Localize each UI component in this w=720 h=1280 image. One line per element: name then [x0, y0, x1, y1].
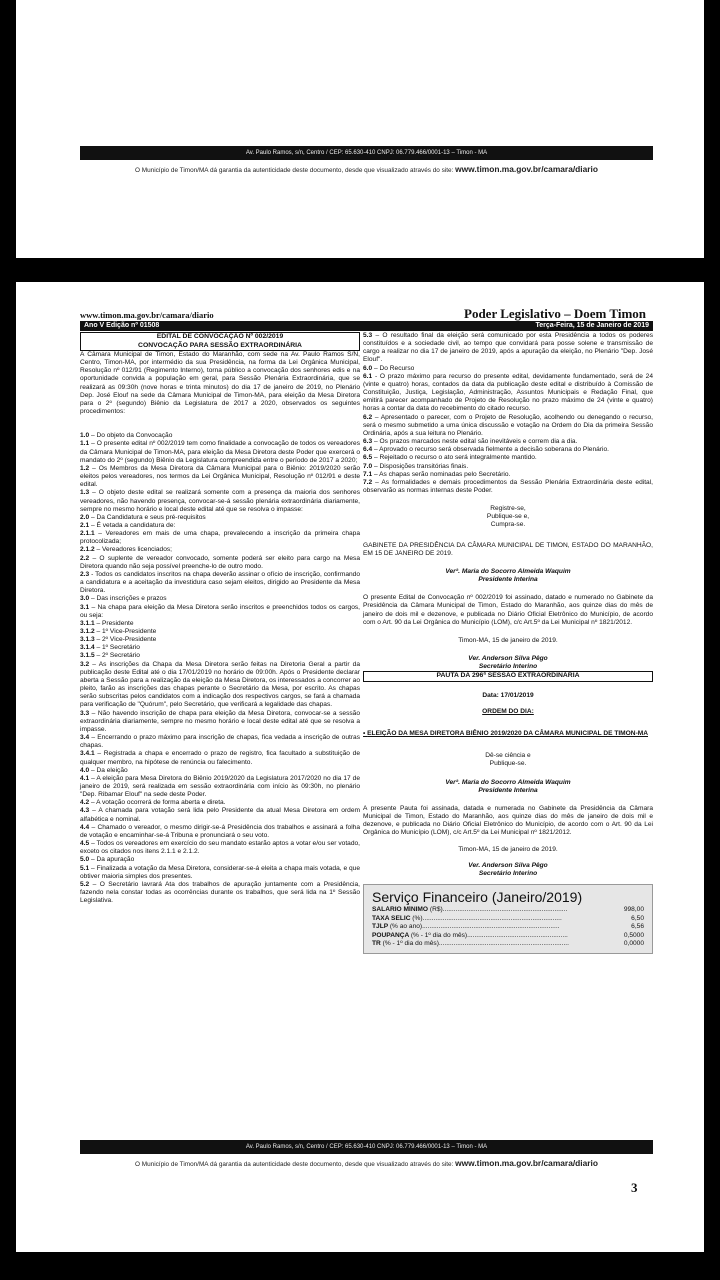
edital-item: 1.2 – Os Membros da Mesa Diretora da Câmara Municipal para o Biênio: 2019/2020 serão eleitos pelos vereadores, nos termos da Lei Orgânica Municipal, Resolução nº 012/91 e deste edital. — [80, 464, 360, 489]
financial-row-value: 0,0000 — [623, 940, 644, 948]
signature-4-name: Ver. Anderson Silva Pêgo — [468, 861, 548, 869]
edital-item: 6.4 – Aprovado o recurso será observada fielmente a decisão soberana do Plenário. — [363, 446, 609, 454]
edital-item: 5.1 – Finalizada a votação da Mesa Diretora, considerar-se-á eleita a chapa mais votada, e que obtiver maioria simples dos presentes. — [80, 864, 360, 880]
edital-title-box — [80, 332, 360, 351]
edital-item: 1.1 – O presente edital nº 002/2019 tem como finalidade a convocação de todos os vereadores da Câmara Municipal de Timon-MA, para eleição da Mesa Diretora deste Poder que exercerá o mandato do 2º (segundo) Biênio da Legislatura compreendida entre o período de 2017 a 2020; — [80, 440, 360, 464]
signature-2-name: Ver. Anderson Silva Pêgo — [468, 655, 548, 662]
financial-row — [372, 915, 644, 924]
financial-row-value: 6,50 — [631, 914, 644, 922]
edital-item: 4.5 – Todos os vereadores em exercício do seu mandato estarão aptos a votar e/ou ser votado, exceto os citados nos itens 2.1.1 e 2.1.2. — [80, 840, 360, 856]
ciencia-line: Dê-se ciência e — [485, 752, 531, 760]
signature-1-role: Presidente Interina — [478, 576, 538, 584]
place-date-2: Timon-MA, 15 de janeiro de 2019. — [458, 845, 558, 853]
edital-item: 1.0 – Do objeto da Convocação — [80, 432, 173, 440]
edital-item: 3.1.4 – 1º Secretário — [80, 644, 140, 652]
edital-item: 6.3 – Os prazos marcados neste edital são inevitáveis e correm dia a dia. — [363, 438, 578, 446]
left-column — [80, 332, 360, 905]
pauta-signed-paragraph: A presente Pauta foi assinada, datada e numerada no Gabinete da Presidência da Câmara Municipal de Timon, Estado do Maranhão, aos quinze dias do mês de janeiro de dois mil e dezenove, e publicada no Diário Oficial Eletrônico do Município, de acordo com o Art. 90 da Lei Orgânica do Município (LOM), c/c Art.5º da Lei Municipal nº 1821/2012. — [363, 804, 653, 837]
bottom-footer-address: Av. Paulo Ramos, s/n, Centro / CEP: 65.630-410 CNPJ: 06.779.466/0001-13 – Timon - MA — [80, 1140, 653, 1154]
financial-row — [372, 940, 644, 949]
edition-date: Terça-Feira, 15 de Janeiro de 2019 — [535, 322, 649, 329]
publique-line-2: Publique-se. — [489, 760, 527, 768]
financial-services-title: Serviço Financeiro (Janeiro/2019) — [372, 889, 583, 905]
edital-item: 6.5 – Rejeitado o recurso o ato será integralmente mantido. — [363, 454, 537, 462]
edital-item: 4.4 – Chamado o vereador, o mesmo dirigir-se-á Presidência dos trabalhos e assinará a folha de votação e encaminhar-se-á Tribuna e pronunciará o seu voto. — [80, 823, 360, 839]
right-column — [363, 332, 653, 954]
edital-item: 5.0 – Da apuração — [80, 856, 135, 864]
edital-item: 2.3 - Todos os candidatos inscritos na chapa deverão assinar o ofício de inscrição, confirmando a candidatura e a aceitação da investidura caso sejam eleitos, dirigido ao Presidente da Mesa Diretora. — [80, 570, 360, 595]
newspaper-page — [16, 282, 704, 1252]
pauta-date: Data: 17/01/2019 — [482, 691, 534, 699]
edital-item: 3.2 – As inscrições da Chapa da Mesa Diretora serão feitas na Diretoria Geral a partir da publicação deste Edital até o dia 17/01/2019 no horário de 09:00h. Após o Presidente declarar aberta a Sessão para a realização da eleição da Mesa Diretora, os interessados a concorrer ao pleito, farão as inscrições das chapas perante o Secretário da Mesa, por escrito. As chapas serão subscritas pelos candidatos com a indicação dos respectivos cargos, se fará a chamada para verificação de "Quórum", pelo Secretário, que verificará a legalidade das chapas. — [80, 660, 360, 709]
edital-subtitle: CONVOCAÇÃO PARA SESSÃO EXTRAORDINÁRIA — [138, 341, 302, 349]
edital-item: 6.0 – Do Recurso — [363, 364, 415, 372]
financial-row-label: TAXA SELIC (%)............................................................................ — [372, 914, 562, 922]
bottom-footer-note-text: O Município de Timon/MA dá garantia da autenticidade deste documento, desde que visualizado através do site: — [135, 1161, 454, 1168]
edital-item: 3.1.2 – 1º Vice-Presidente — [80, 628, 157, 635]
financial-row — [372, 932, 644, 941]
registre-line: Registre-se, — [490, 505, 526, 513]
header-url[interactable]: www.timon.ma.gov.br/camara/diario — [80, 310, 214, 320]
edital-item: 4.0 – Da eleição — [80, 766, 128, 774]
edital-item: 2.1.2 – Vereadores licenciados; — [80, 546, 173, 554]
edital-item: 5.2 – O Secretário lavrará Ata dos trabalhos de apuração juntamente com a Presidência, fazendo nela constar todas as ocorrências durante os trabalhos, que será lida na 1º Sessão Legislativa. — [80, 880, 360, 905]
edital-intro: A Câmara Municipal de Timon, Estado do Maranhão, com sede na Av. Paulo Ramos S/N, Centro, Timon-MA, por intermédio da sua Presidência, na forma da Lei Orgânica Municipal, Resolução nº 012/91 (Regimento Interno), torna público a convocação dos senhores edis e na oportunidade convida a população em geral, para Sessão Plenária Extraordinária, que se realizará as 09:30h (nove horas e trinta minutos) do dia 17 de janeiro de 2019, no Plenário Dep. José Elouf na sede da Câmara Municipal de Timon-MA, para eleição da Mesa Diretora para o 2º (segundo) Biênio da Legislatura de 2017 a 2020, observados os seguintes procedimentos: — [80, 351, 360, 416]
signature-2-role: Secretário Interino — [478, 663, 538, 671]
edital-item: 3.1.3 – 2º Vice-Presidente — [80, 636, 157, 644]
edital-items-continued — [363, 332, 653, 495]
edital-item: 3.1.5 – 2º Secretário — [80, 652, 140, 660]
edital-item: 4.3 – A chamada para votação será lida pelo Presidente da atual Mesa Diretora em ordem alfabética e nominal. — [80, 807, 360, 823]
edital-item: 4.2 – A votação ocorrerá de forma aberta e direta. — [80, 799, 226, 807]
financial-row-value: 0,5000 — [623, 931, 644, 939]
ordem-do-dia-item: • ELEIÇÃO DA MESA DIRETORA BIÊNIO 2019/2020 DA CÂMARA MUNICIPAL DE TIMON-MA — [363, 730, 649, 738]
edital-item: 3.4 – Encerrando o prazo máximo para inscrição de chapas, fica vedada a inscrição de outras chapas. — [80, 734, 360, 750]
edital-item: 5.3 – O resultado final da eleição será comunicado por esta Presidência a todos os poderes constituídos e a sociedade civil, ao tempo que convidará para posse solene e transmissão de cargo a realizar no dia 17 de janeiro de 2019, após a apuração da eleição, no Plenário "Dep. José Elouf". — [363, 332, 653, 364]
financial-rows — [372, 906, 644, 949]
financial-row-label: TR (% - 1º dia do mês)....................................................................... — [372, 940, 569, 948]
financial-row-label: SALÁRIO MÍNIMO (R$).................................................................... — [372, 906, 568, 913]
signature-3-role: Presidente Interina — [478, 786, 538, 794]
financial-row — [372, 906, 644, 915]
edital-item: 6.2 – Apresentado o parecer, com o Projeto de Resolução, acolhendo ou denegando o recurso, será o mesmo submetido a uma única discussão e votação na Ordem do Dia da primeira Sessão Ordinária, após a sua leitura no Plenário. — [363, 413, 653, 437]
financial-services-box — [363, 884, 653, 954]
edital-item: 3.0 – Das inscrições e prazos — [80, 595, 167, 603]
edital-item: 2.1.1 – Vereadores em mais de uma chapa, prevalecendo a inscrição da primeira chapa protocolizada; — [80, 530, 360, 546]
edition-number: Ano V Edição nº 01508 — [84, 322, 160, 329]
edital-item: 3.1 – Na chapa para eleição da Mesa Diretora serão inscritos e preenchidos todos os cargos, ou seja: — [80, 603, 360, 619]
financial-row-value: 998,00 — [623, 906, 644, 913]
page-number: 3 — [631, 1180, 638, 1195]
edital-item: 1.3 – O objeto deste edital se realizará somente com a presença da maioria dos senhores vereadores, não havendo presença, convocar-se-á sessão plenária extraordinária diariamente, sempre no mesmo horário e local deste edital até que se resolva o impasse: — [80, 489, 360, 513]
cumpra-line: Cumpra-se. — [490, 521, 526, 529]
signature-1-name: Verª. Maria do Socorro Almeida Waquim — [445, 567, 571, 575]
header-edition-bar — [80, 321, 653, 331]
previous-page-fragment — [16, 0, 704, 258]
pauta-title: PAUTA DA 296ª SESSÃO EXTRAORDINÁRIA — [363, 671, 653, 682]
edital-item: 7.0 – Disposições transitórias finais. — [363, 462, 469, 470]
edital-item: 7.1 – As chapas serão nominadas pelo Secretário. — [363, 470, 511, 478]
top-footer-address: Av. Paulo Ramos, s/n, Centro / CEP: 65.630-410 CNPJ: 06.779.466/0001-13 – Timon - MA — [80, 146, 653, 160]
ordem-do-dia-label: ORDEM DO DIA: — [482, 707, 534, 715]
edital-title: EDITAL DE CONVOCAÇÃO Nº 002/2019 — [156, 333, 284, 340]
edital-item: 6.1 - O prazo máximo para recurso do presente edital, devidamente fundamentado, será de 24 (vinte e quatro) horas, contados da data da publicação deste edital e distribuído à Comissão de Constituição, Justiça, Legislação, Administração, Assuntos Municipais e Redação Final, que emitirá parecer acompanhado de Projeto de Resolução no prazo máximo de 24 (vinte e quatro) horas a contar da data do recebimento do citado recurso. — [363, 372, 653, 413]
edital-item: 2.1 – É vetada a candidatura de: — [80, 521, 176, 529]
edital-item: 3.3 – Não havendo inscrição de chapa para eleição da Mesa Diretora, convocar-se a sessão extraordinária diariamente, sempre no mesmo horário e local deste edital até que se resolva a impasse. — [80, 709, 360, 733]
signature-4-role: Secretário Interino — [478, 869, 538, 877]
bottom-footer-note — [80, 1158, 653, 1168]
edital-items — [80, 432, 360, 905]
financial-row-label: TJLP (% ao ano)........................................................................... — [372, 923, 560, 931]
top-footer-note — [80, 164, 653, 174]
edital-item: 4.1 – A eleição para Mesa Diretora do Biênio 2019/2020 da Legislatura 2017/2020 no dia 17 de janeiro de 2019, será realizada em sessão extraordinária com início às 09:30h, no plenário "Dep. Ribamar Elouf" na sede deste Poder. — [80, 774, 360, 799]
signature-3-name: Verª. Maria do Socorro Almeida Waquim — [445, 778, 571, 786]
gabinete-text: GABINETE DA PRESIDÊNCIA DA CÂMARA MUNICIPAL DE TIMON, ESTADO DO MARANHÃO, EM 15 DE JANEIRO DE 2019. — [363, 541, 653, 557]
edital-item: 2.2 – O suplente de vereador convocado, somente poderá ser eleito para cargo na Mesa Diretora quando não seja possível preenche-lo de outro modo. — [80, 554, 360, 570]
top-footer-url[interactable]: www.timon.ma.gov.br/camara/diario — [455, 164, 598, 174]
edital-item: 7.2 – As formalidades e demais procedimentos da Sessão Plenária Extraordinária deste edital, observarão as normas internas deste Poder. — [363, 478, 653, 494]
edital-item: 3.1.1 – Presidente — [80, 619, 134, 627]
edital-signed-paragraph: O presente Edital de Convocação nº 002/2019 foi assinado, datado e numerado no Gabinete da Presidência da Câmara Municipal de Timon, Estado do Maranhão, aos quinze dias do mês de janeiro de dois mil e dezenove, e publicada no Diário Oficial Eletrônico do Município, de acordo com o Art. 90 da Lei Orgânica do Município (LOM), c/c Art.5º da Lei Municipal nº 1821/2012. — [363, 594, 653, 626]
financial-row — [372, 923, 644, 932]
top-footer-note-text: O Município de Timon/MA dá garantia da autenticidade deste documento, desde que visualizado através do site: — [135, 167, 454, 174]
bottom-footer-url[interactable]: www.timon.ma.gov.br/camara/diario — [455, 1158, 598, 1168]
place-date-1: Timon-MA, 15 de janeiro de 2019. — [458, 636, 558, 644]
publique-line: Publique-se e, — [486, 513, 530, 521]
edital-item: 2.0 – Da Candidatura e seus pré-requisitos — [80, 513, 206, 521]
financial-row-value: 6,56 — [631, 923, 644, 931]
edital-item: 3.4.1 – Registrada a chapa e encerrado o prazo de registro, fica facultado a substituição de qualquer membro, na hipótese de renúncia ou falecimento. — [80, 750, 360, 766]
financial-row-label: POUPANÇA (% - 1º dia do mês)....................................................... — [372, 931, 568, 939]
header-brand: Poder Legislativo – Doem Timon — [464, 306, 646, 321]
